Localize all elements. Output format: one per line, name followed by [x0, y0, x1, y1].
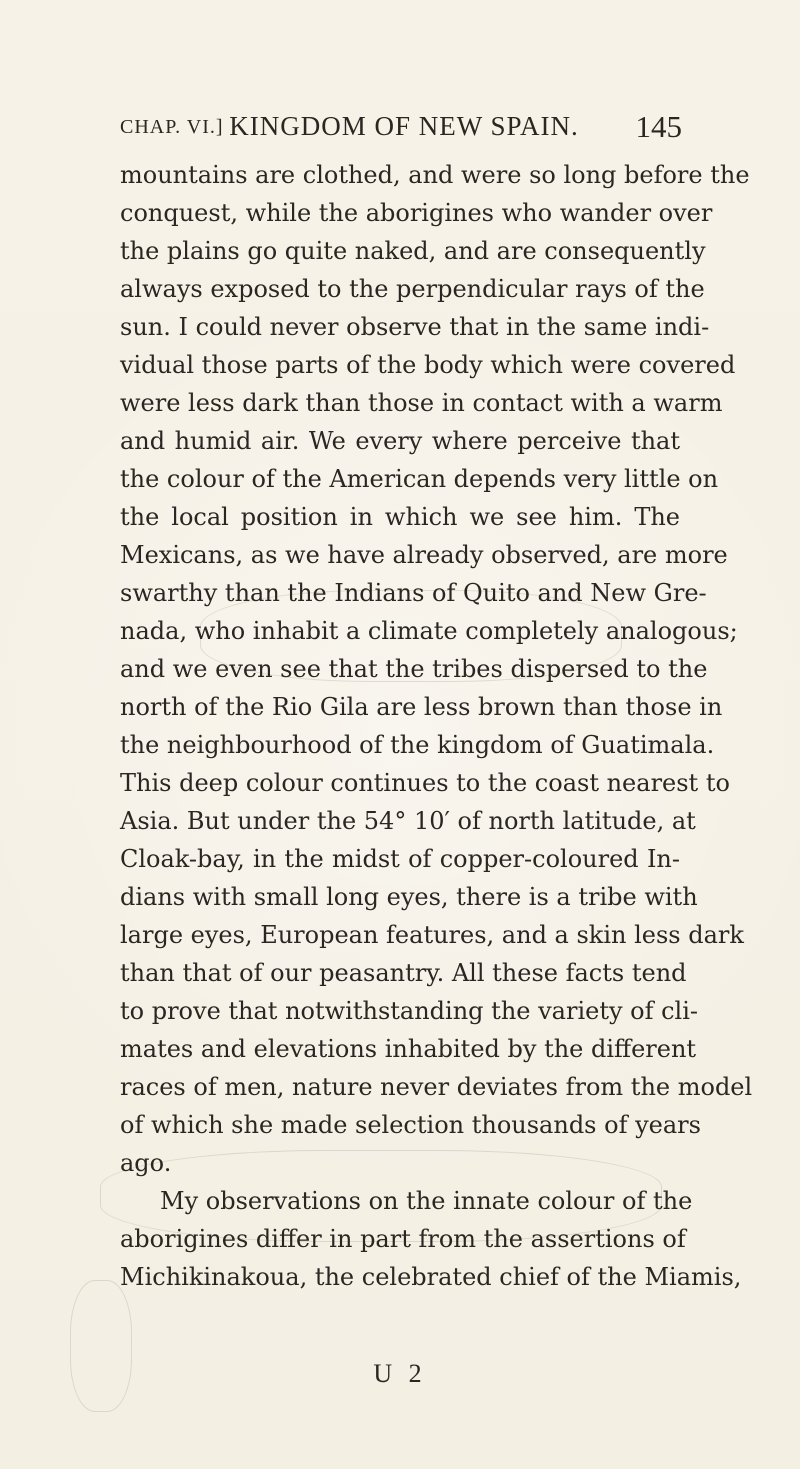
text-line: ago. [120, 1149, 172, 1177]
text-line: Cloak-bay, in the midst of copper-coloured In- [120, 845, 680, 873]
text-line: and we even see that the tribes dispersed to the [120, 655, 708, 683]
text-line: were less dark than those in contact with a warm [120, 389, 723, 417]
text-line: My observations on the innate colour of the [160, 1187, 693, 1215]
text-line: than that of our peasantry. All these facts tend [120, 959, 687, 987]
text-line: This deep colour continues to the coast nearest to [120, 769, 730, 797]
text-line: mates and elevations inhabited by the different [120, 1035, 697, 1063]
text-line: to prove that notwithstanding the variety of cli- [120, 997, 699, 1025]
text-line: Asia. But under the 54° 10′ of north latitude, at [120, 807, 696, 835]
text-line: of which she made selection thousands of years [120, 1111, 701, 1139]
signature-mark: U 2 [373, 1359, 427, 1388]
text-line: north of the Rio Gila are less brown than those in [120, 693, 723, 721]
text-line: conquest, while the aborigines who wander over [120, 199, 713, 227]
text-line: the neighbourhood of the kingdom of Guatimala. [120, 731, 715, 759]
text-line: Michikinakoua, the celebrated chief of the Miamis, [120, 1263, 742, 1291]
text-line: the plains go quite naked, and are consequently [120, 237, 706, 265]
text-line: Mexicans, as we have already observed, are more [120, 541, 728, 569]
text-line: the local position in which we see him. The [120, 503, 680, 531]
text-line: always exposed to the perpendicular rays of the [120, 275, 705, 303]
text-line: and humid air. We every where perceive that [120, 427, 680, 455]
text-line: the colour of the American depends very little on [120, 465, 719, 493]
text-line: sun. I could never observe that in the same indi- [120, 313, 710, 341]
text-line: mountains are clothed, and were so long before the [120, 161, 750, 189]
text-line: races of men, nature never deviates from the model [120, 1073, 753, 1101]
text-line: large eyes, European features, and a skin less dark [120, 921, 744, 949]
text-line: aborigines differ in part from the assertions of [120, 1225, 686, 1253]
text-line: nada, who inhabit a climate completely analogous; [120, 617, 738, 645]
text-line: dians with small long eyes, there is a tribe with [120, 883, 698, 911]
text-line: swarthy than the Indians of Quito and New Gre- [120, 579, 707, 607]
chapter-label: CHAP. VI.] [120, 116, 224, 138]
page-number: 145 [635, 109, 682, 144]
text-line: vidual those parts of the body which were covered [120, 351, 736, 379]
running-title: KINGDOM OF NEW SPAIN. [229, 111, 579, 141]
